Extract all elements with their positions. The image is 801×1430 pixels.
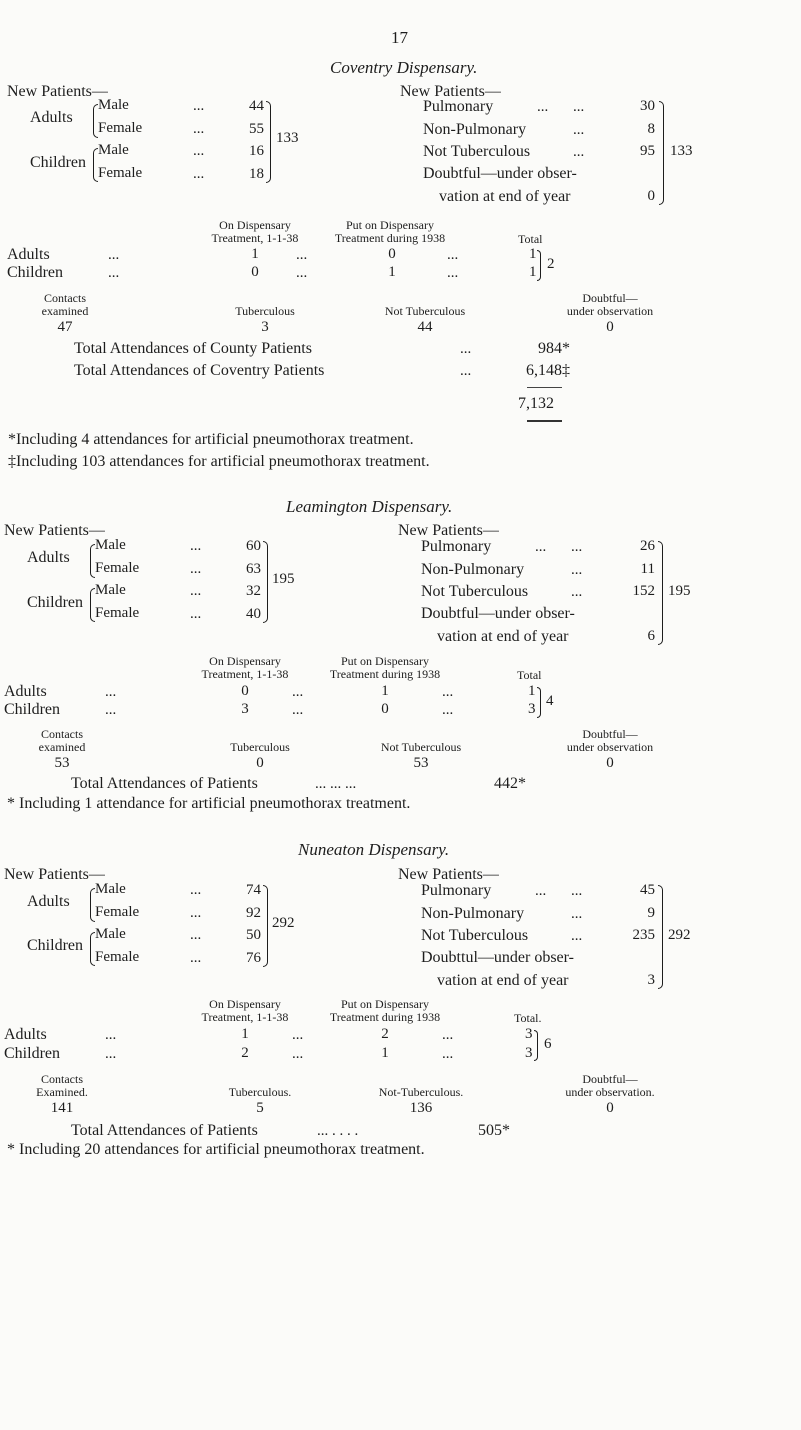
leader-dots: ...: [571, 562, 583, 578]
doubtful-label-cont: vation at end of year: [437, 628, 569, 645]
not-tb-label: Not Tuberculous: [421, 927, 529, 944]
leader-dots: ...: [447, 265, 459, 281]
header-line: Contacts: [44, 291, 86, 305]
adults-female-value: 92: [246, 905, 261, 921]
row-adults-label: Adults: [4, 683, 47, 700]
leader-dots: ...: [105, 1027, 117, 1043]
header-line: examined: [38, 740, 86, 754]
leader-dots: ...: [105, 1046, 117, 1062]
adults-female-label: Female: [98, 120, 143, 136]
row-children-label: Children: [4, 701, 60, 718]
children-male-label: Male: [95, 926, 126, 942]
doubtful-contacts-value: 0: [606, 1100, 614, 1116]
right-total-brace: [658, 541, 663, 645]
header-line: Examined.: [36, 1085, 88, 1099]
footnote: ‡Including 103 attendances for artificial pneumothorax treatment.: [8, 453, 430, 470]
tuberculous-value: 0: [256, 755, 264, 771]
not-tuberculous-header: Not Tuberculous: [380, 740, 462, 754]
leader-dots: ...: [571, 928, 583, 944]
children-put-value: 1: [381, 1045, 389, 1061]
children-put-value: 0: [381, 701, 389, 717]
leader-dots: ...: [190, 905, 202, 921]
children-female-value: 18: [249, 166, 264, 182]
contacts-value: 47: [57, 319, 73, 335]
children-male-label: Male: [95, 582, 126, 598]
contacts-header: [32, 728, 92, 754]
leader-dots: ...: [460, 341, 472, 357]
leader-dots: ...: [296, 247, 308, 263]
children-label: Children: [27, 594, 83, 611]
leader-dots: ...: [292, 684, 304, 700]
non-pulmonary-label: Non-Pulmonary: [423, 121, 527, 138]
doubtful-label-cont: vation at end of year: [439, 188, 571, 205]
children-on-value: 3: [241, 701, 249, 717]
leader-dots: ...: [535, 539, 547, 555]
header-line: On Dispensary: [219, 218, 291, 232]
header-line: Doubtful—: [582, 727, 638, 741]
leader-dots: ...: [108, 247, 120, 263]
leader-dots: ...: [190, 606, 202, 622]
non-pulmonary-label: Non-Pulmonary: [421, 905, 525, 922]
adults-put-value: 1: [381, 683, 389, 699]
adults-on-value: 1: [251, 246, 259, 262]
not-tb-value: 152: [632, 583, 655, 599]
not-tuberculous-value: 44: [417, 319, 433, 335]
header-line: Treatment, 1-1-38: [201, 1010, 289, 1024]
leader-dots: ...: [571, 906, 583, 922]
doubtful-label: Doubtful—under obser-: [421, 605, 575, 622]
children-total-value: 1: [529, 264, 537, 280]
adults-female-value: 55: [249, 121, 264, 137]
children-male-label: Male: [98, 142, 129, 158]
header-line: Contacts: [41, 727, 83, 741]
not-tb-value: 235: [632, 927, 655, 943]
attendances-sum: 7,132: [518, 395, 554, 412]
children-female-value: 40: [246, 606, 261, 622]
county-attendances-value: 984*: [538, 340, 570, 357]
not-tb-label: Not Tuberculous: [421, 583, 529, 600]
grand-total: 4: [546, 693, 554, 709]
total-brace: [537, 687, 541, 718]
put-on-header: [315, 655, 455, 681]
children-male-value: 32: [246, 583, 261, 599]
county-attendances-label: Total Attendances of County Patients: [74, 340, 312, 357]
doubtful-label: Doubttul—under obser-: [421, 949, 574, 966]
leader-dots: ...: [190, 583, 202, 599]
adults-label: Adults: [27, 893, 70, 910]
adults-male-value: 74: [246, 882, 261, 898]
leader-dots: ...: [537, 99, 549, 115]
adults-male-value: 60: [246, 538, 261, 554]
total-header: Total: [518, 232, 543, 246]
header-line: under observation: [566, 304, 654, 318]
adults-total-value: 1: [528, 683, 536, 699]
leader-dots: ... ... ...: [315, 776, 357, 792]
left-total: 133: [276, 130, 299, 146]
leader-dots: ...: [573, 99, 585, 115]
leader-dots: ...: [193, 143, 205, 159]
header-line: Put on Dispensary: [346, 218, 434, 232]
doubtful-value: 3: [647, 972, 655, 988]
row-children-label: Children: [7, 264, 63, 281]
not-tb-label: Not Tuberculous: [423, 143, 531, 160]
attendances-label: Total Attendances of Patients: [71, 775, 258, 792]
pulmonary-value: 45: [640, 882, 655, 898]
right-total-brace: [658, 885, 663, 989]
non-pulmonary-value: 8: [647, 121, 655, 137]
leader-dots: ...: [571, 883, 583, 899]
leader-dots: ...: [190, 538, 202, 554]
right-heading: New Patients—: [398, 522, 499, 539]
adults-total-value: 1: [529, 246, 537, 262]
doubtful-value: 6: [647, 628, 655, 644]
on-dispensary-header: [185, 219, 325, 245]
leader-dots: ...: [573, 144, 585, 160]
coventry-attendances-value: 6,148‡: [526, 362, 570, 379]
put-on-header: [320, 219, 460, 245]
right-total: 133: [670, 143, 693, 159]
header-line: Doubtful—: [582, 1072, 638, 1086]
contacts-header: [32, 1073, 92, 1099]
right-total: 195: [668, 583, 691, 599]
leader-dots: ...: [296, 265, 308, 281]
right-heading: New Patients—: [400, 83, 501, 100]
sum-rule: [527, 387, 562, 388]
children-label: Children: [27, 937, 83, 954]
adults-label: Adults: [27, 549, 70, 566]
children-female-label: Female: [98, 165, 143, 181]
header-line: Treatment, 1-1-38: [211, 231, 299, 245]
tuberculous-value: 3: [261, 319, 269, 335]
new-patients-heading: New Patients—: [7, 83, 108, 100]
not-tb-value: 95: [640, 143, 655, 159]
leader-dots: ...: [105, 702, 117, 718]
doubtful-header: [500, 292, 720, 318]
header-line: Put on Dispensary: [341, 654, 429, 668]
adults-on-value: 0: [241, 683, 249, 699]
attendances-label: Total Attendances of Patients: [71, 1122, 258, 1139]
header-line: Treatment during 1938: [329, 1010, 441, 1024]
header-line: under observation: [566, 740, 654, 754]
children-male-value: 16: [249, 143, 264, 159]
adults-female-label: Female: [95, 560, 140, 576]
footnote: *Including 4 attendances for artificial pneumothorax treatment.: [8, 431, 414, 448]
leader-dots: ...: [442, 684, 454, 700]
tuberculous-header: Tuberculous: [230, 740, 290, 754]
leader-dots: ...: [447, 247, 459, 263]
children-total-value: 3: [528, 701, 536, 717]
total-header: Total: [517, 668, 542, 682]
leader-dots: ...: [193, 121, 205, 137]
adults-put-value: 2: [381, 1026, 389, 1042]
doubtful-label: Doubtful—under obser-: [423, 165, 577, 182]
header-line: Contacts: [41, 1072, 83, 1086]
leader-dots: ... . . . .: [317, 1123, 359, 1139]
adults-male-label: Male: [95, 881, 126, 897]
attendances-value: 442*: [494, 775, 526, 792]
children-female-label: Female: [95, 605, 140, 621]
pulmonary-value: 26: [640, 538, 655, 554]
row-adults-label: Adults: [4, 1026, 47, 1043]
row-adults-label: Adults: [7, 246, 50, 263]
pulmonary-label: Pulmonary: [421, 538, 492, 555]
children-put-value: 1: [388, 264, 396, 280]
children-male-value: 50: [246, 927, 261, 943]
row-children-label: Children: [4, 1045, 60, 1062]
doubtful-label-cont: vation at end of year: [437, 972, 569, 989]
children-on-value: 0: [251, 264, 259, 280]
header-line: under observation.: [565, 1085, 655, 1099]
children-label: Children: [30, 154, 86, 171]
leader-dots: ...: [105, 684, 117, 700]
children-female-label: Female: [95, 949, 140, 965]
children-female-value: 76: [246, 950, 261, 966]
total-brace: [534, 1030, 538, 1061]
header-line: Put on Dispensary: [341, 997, 429, 1011]
contacts-value: 53: [54, 755, 70, 771]
tuberculous-value: 5: [256, 1100, 264, 1116]
leader-dots: ...: [108, 265, 120, 281]
coventry-attendances-label: Total Attendances of Coventry Patients: [74, 362, 325, 379]
leader-dots: ...: [292, 702, 304, 718]
pulmonary-label: Pulmonary: [421, 882, 492, 899]
header-line: examined: [41, 304, 89, 318]
leader-dots: ...: [573, 122, 585, 138]
total-brace: [537, 250, 541, 281]
leader-dots: ...: [442, 702, 454, 718]
adults-male-label: Male: [98, 97, 129, 113]
doubtful-header: [500, 728, 720, 754]
leader-dots: ...: [571, 539, 583, 555]
left-total: 195: [272, 571, 295, 587]
adults-on-value: 1: [241, 1026, 249, 1042]
header-line: Treatment, 1-1-38: [201, 667, 289, 681]
total-brace: [266, 101, 271, 183]
left-total: 292: [272, 915, 295, 931]
not-tuberculous-header: Not Tuberculous: [384, 304, 466, 318]
contacts-value: 141: [50, 1100, 74, 1116]
section-title: Nuneaton Dispensary.: [298, 840, 450, 859]
header-line: Treatment during 1938: [329, 667, 441, 681]
footnote: * Including 1 attendance for artificial pneumothorax treatment.: [7, 795, 411, 812]
section-title: Leamington Dispensary.: [286, 497, 453, 516]
tuberculous-header: Tuberculous: [235, 304, 295, 318]
non-pulmonary-label: Non-Pulmonary: [421, 561, 525, 578]
grand-total: 6: [544, 1036, 552, 1052]
total-brace: [263, 885, 268, 967]
right-total-brace: [659, 101, 664, 205]
attendances-value: 505*: [478, 1122, 510, 1139]
header-line: On Dispensary: [209, 654, 281, 668]
section-title: Coventry Dispensary.: [330, 58, 478, 77]
non-pulmonary-value: 11: [640, 561, 655, 577]
doubtful-value: 0: [647, 188, 655, 204]
leader-dots: ...: [190, 561, 202, 577]
leader-dots: ...: [193, 166, 205, 182]
doubtful-contacts-value: 0: [606, 319, 614, 335]
children-on-value: 2: [241, 1045, 249, 1061]
new-patients-heading: New Patients—: [4, 866, 105, 883]
header-line: On Dispensary: [209, 997, 281, 1011]
grand-total: 2: [547, 256, 555, 272]
adults-female-label: Female: [95, 904, 140, 920]
leader-dots: ...: [190, 882, 202, 898]
tuberculous-header: Tuberculous.: [228, 1085, 292, 1099]
footnote: * Including 20 attendances for artificial pneumothorax treatment.: [7, 1141, 425, 1158]
total-header: Total.: [514, 1011, 542, 1025]
doubtful-contacts-value: 0: [606, 755, 614, 771]
leader-dots: ...: [460, 363, 472, 379]
leader-dots: ...: [193, 98, 205, 114]
leader-dots: ...: [442, 1027, 454, 1043]
adults-male-label: Male: [95, 537, 126, 553]
header-line: Treatment during 1938: [334, 231, 446, 245]
leader-dots: ...: [190, 927, 202, 943]
put-on-header: [315, 998, 455, 1024]
leader-dots: ...: [190, 950, 202, 966]
non-pulmonary-value: 9: [647, 905, 655, 921]
leader-dots: ...: [571, 584, 583, 600]
right-total: 292: [668, 927, 691, 943]
leader-dots: ...: [292, 1046, 304, 1062]
adults-label: Adults: [30, 109, 73, 126]
doubtful-header: [500, 1073, 720, 1099]
not-tuberculous-value: 136: [409, 1100, 433, 1116]
not-tuberculous-header: Not-Tuberculous.: [378, 1085, 464, 1099]
total-brace: [263, 541, 268, 623]
adults-put-value: 0: [388, 246, 396, 262]
children-total-value: 3: [525, 1045, 533, 1061]
adults-male-value: 44: [249, 98, 264, 114]
on-dispensary-header: [175, 655, 315, 681]
new-patients-heading: New Patients—: [4, 522, 105, 539]
leader-dots: ...: [535, 883, 547, 899]
page-number: 17: [391, 28, 408, 47]
right-heading: New Patients—: [398, 866, 499, 883]
leader-dots: ...: [442, 1046, 454, 1062]
contacts-header: [35, 292, 95, 318]
pulmonary-label: Pulmonary: [423, 98, 494, 115]
not-tuberculous-value: 53: [413, 755, 429, 771]
header-line: Doubtful—: [582, 291, 638, 305]
adults-total-value: 3: [525, 1026, 533, 1042]
leader-dots: ...: [292, 1027, 304, 1043]
sum-double-rule: [527, 420, 562, 422]
adults-female-value: 63: [246, 561, 261, 577]
pulmonary-value: 30: [640, 98, 655, 114]
on-dispensary-header: [175, 998, 315, 1024]
